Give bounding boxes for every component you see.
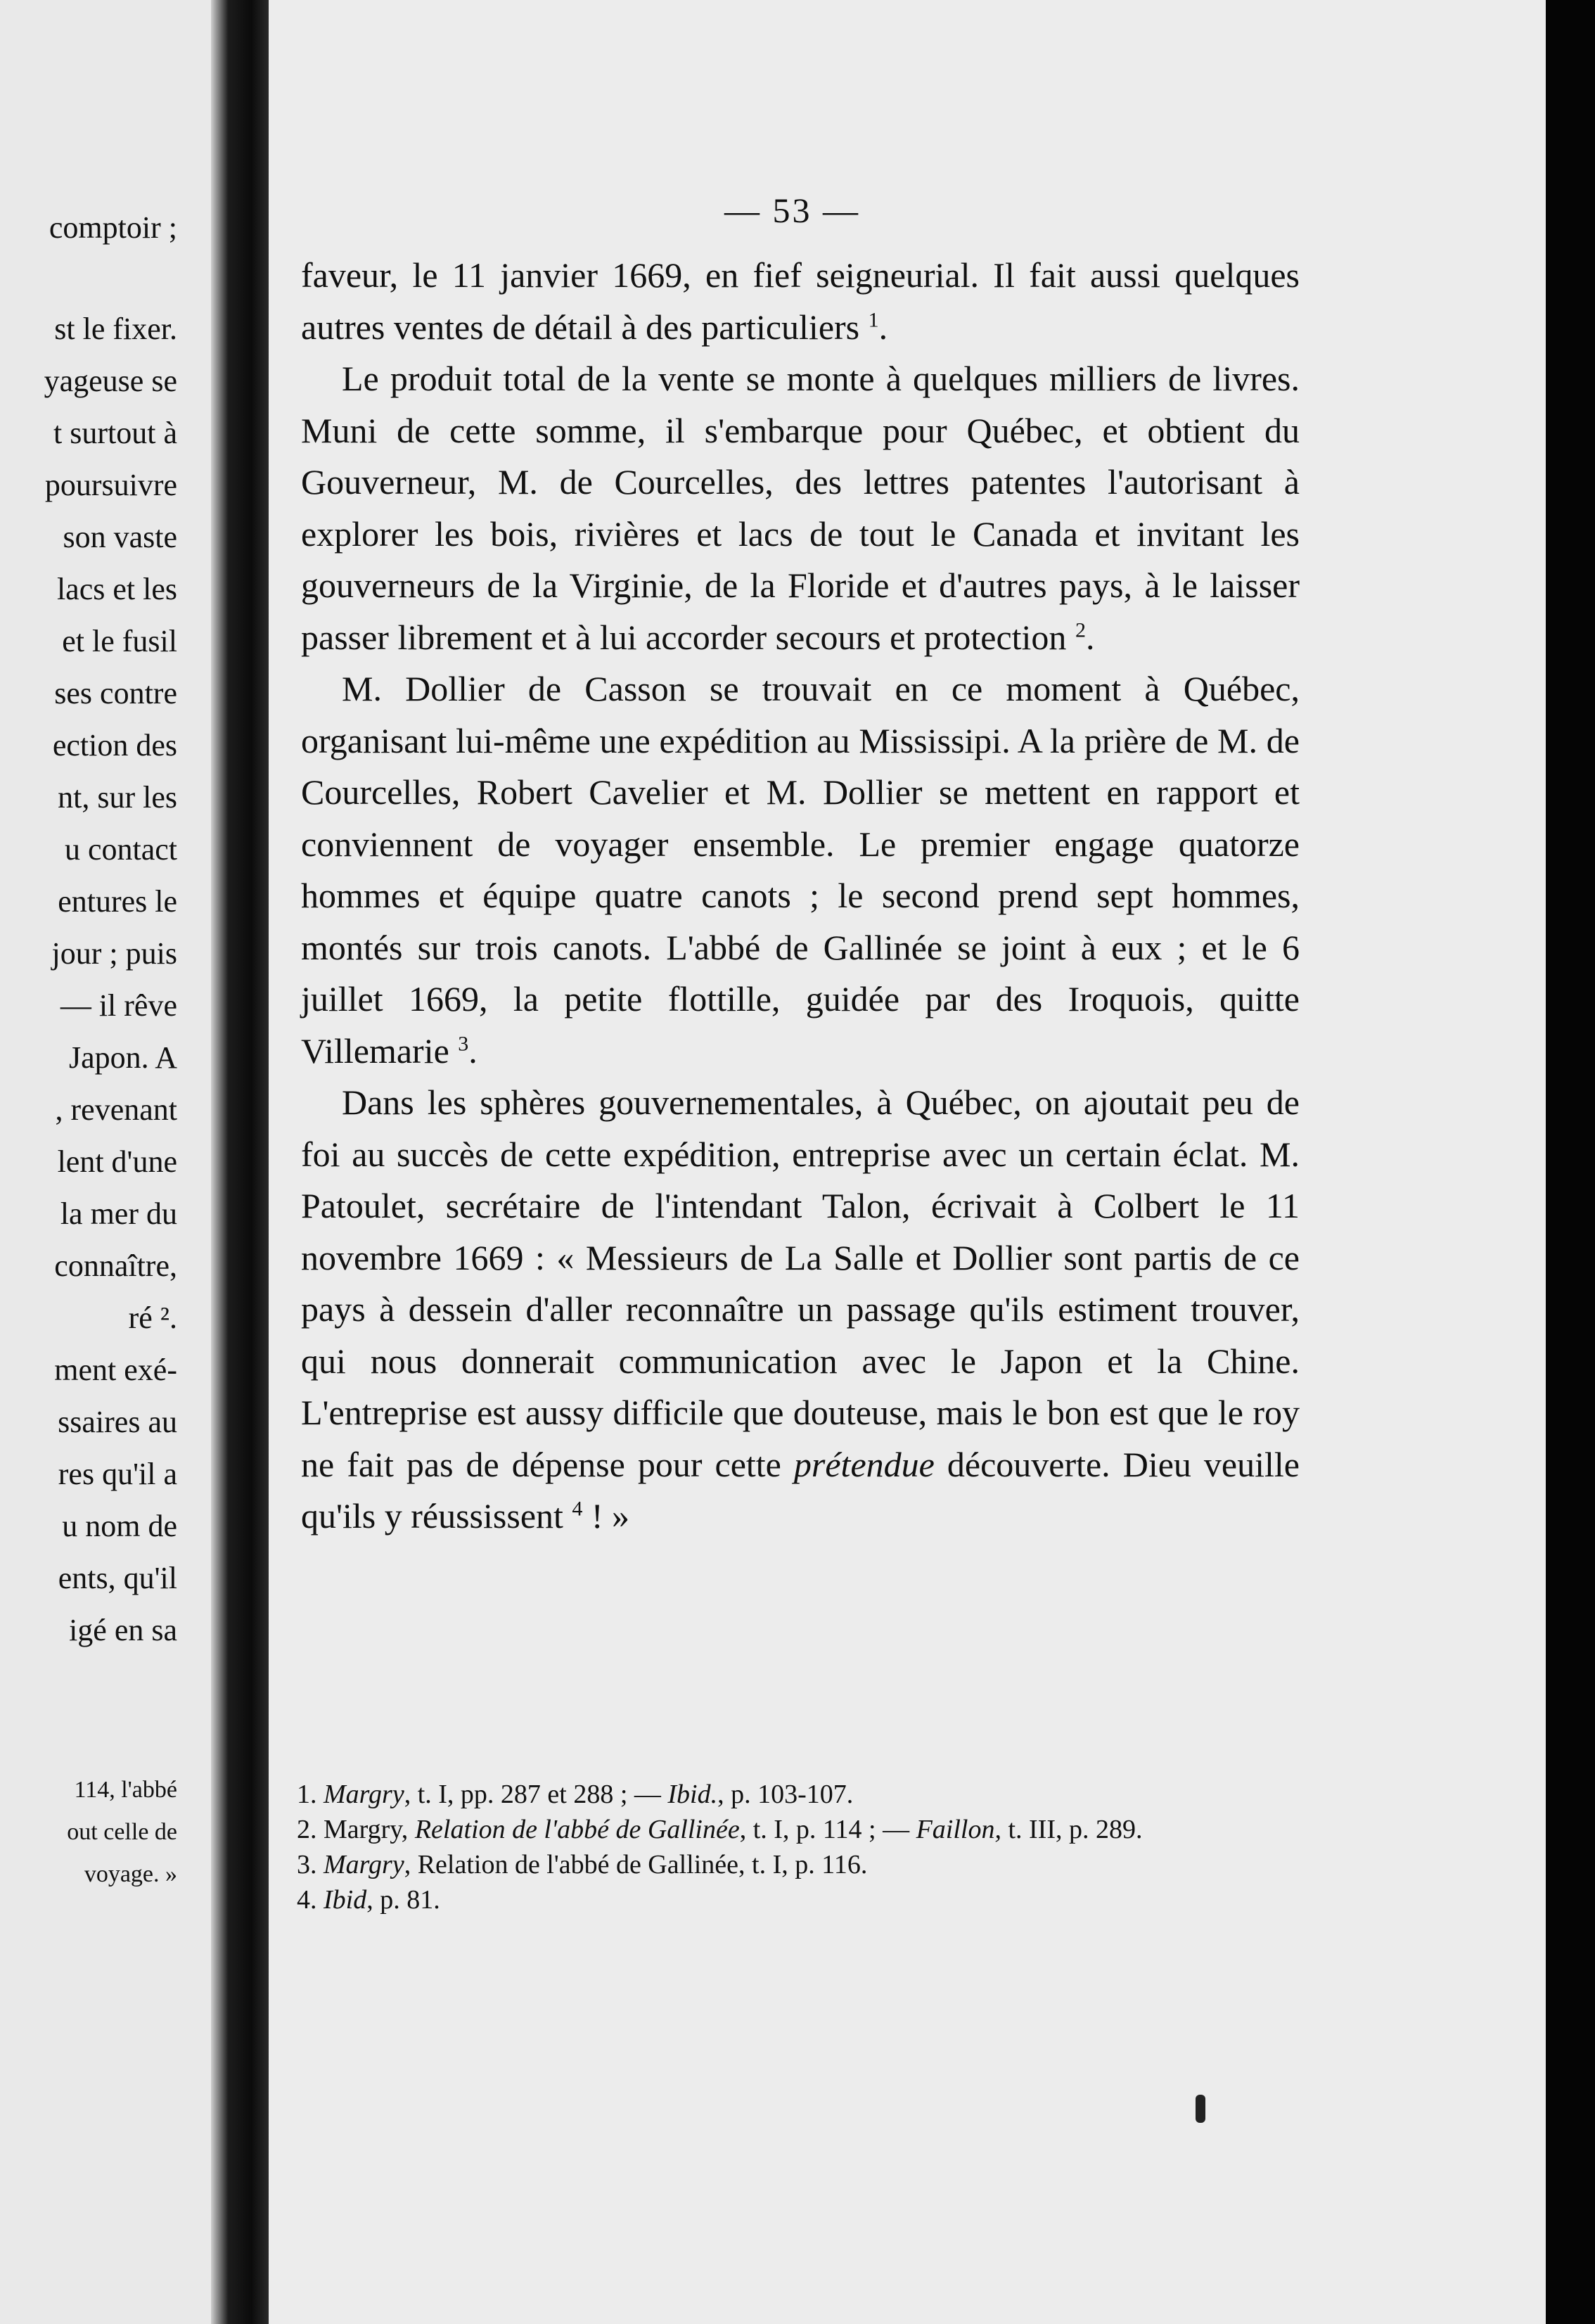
left-text-line: connaître, [54,1249,177,1283]
left-text-line: nt, sur les [58,780,177,815]
italic-word: prétendue [793,1444,935,1484]
left-text-line: — il rêve [60,988,177,1023]
left-text-line: jour ; puis [51,936,177,971]
left-text-line: , revenant [55,1092,177,1127]
left-text-line: igé en sa [69,1613,177,1647]
scan-border [1546,0,1595,2324]
left-footnote-line: voyage. » [84,1861,177,1887]
footnote-ref: 1 [868,307,879,331]
left-text-line: t surtout à [53,416,177,450]
left-text-line: comptoir ; [49,210,177,245]
scan-speck [1196,2095,1205,2123]
footnote-3: 3. Margry, Relation de l'abbé de Gallinée, t. I, p. 116. [297,1850,868,1879]
left-text-line: lent d'une [57,1144,177,1179]
left-text-line: ection des [52,728,177,762]
left-page-fragment [0,0,211,2324]
left-text-line: ré ². [128,1301,177,1335]
left-text-line: poursuivre [44,468,177,502]
left-text-line: ment exé- [54,1353,177,1387]
left-text-line: st le fixer. [54,312,177,346]
paragraph: Le produit total de la vente se monte à quelques milliers de livres. Muni de cette somme, il s'embarque pour Québec, et obtient du Gouverneur, M. de Courcelles, des lettres patentes l'autorisant à explorer les bois, rivières et lacs de tout le Canada et invitant les gouverneurs de la Virginie, de la Floride et d'autres pays, à le laisser passer librement et à lui accorder secours et protection $^2$. [301,359,1300,657]
footnote-ref: 4 [572,1497,583,1521]
left-text-line: u nom de [62,1509,177,1543]
page-number: — 53 — [724,191,860,230]
paragraph: faveur, le 11 janvier 1669, en fief seigneurial. Il fait aussi quelques autres ventes de détail à des particuliers $^1$. [301,255,1300,347]
left-text-line: Japon. A [69,1040,177,1075]
left-text-line: ssaires au [58,1405,177,1439]
paragraph: Dans les sphères gouvernementales, à Québec, on ajoutait peu de foi au succès de cette expédition, entreprise avec un certain éclat. M. Patoulet, secrétaire de l'intendant Talon, écrivait à Colbert le 11 novembre 1669 : « Messieurs de La Salle et Dollier sont partis de ce pays à dessein d'aller reconnaître un passage qu'ils estiment trouver, qui nous donnerait communication avec le Japon et la Chine. L'entreprise est aussy difficile que douteuse, mais le bon est que le roy ne fait pas de dépense pour cette prétendue découverte. Dieu veuille qu'ils y réussissent $^4$ ! » [301,1083,1300,1536]
left-text-line: entures le [58,884,177,919]
paragraph: M. Dollier de Casson se trouvait en ce moment à Québec, organisant lui-même une expédition au Mississipi. A la prière de M. de Courcelles, Robert Cavelier et M. Dollier se mettent en rapport et conviennent de voyager ensemble. Le premier engage quatorze hommes et équipe quatre canots ; le second prend sept hommes, montés sur trois canots. L'abbé de Gallinée se joint à eux ; et le 6 juillet 1669, la petite flottille, guidée par des Iroquois, quitte Villemarie $^3$. [301,669,1300,1071]
left-text-line: ents, qu'il [58,1561,177,1595]
footnote-2: 2. Margry, Relation de l'abbé de Gallinée, t. I, p. 114 ; — Faillon, t. III, p. 289. [297,1815,1143,1844]
left-text-line: lacs et les [56,572,177,606]
left-footnote-line: 114, l'abbé [74,1777,177,1803]
footnote-4: 4. Ibid, p. 81. [297,1885,440,1915]
body-text [301,250,1300,1543]
left-text-line: son vaste [63,520,177,554]
footnote-ref: 2 [1075,618,1086,641]
left-footnote-line: out celle de [67,1819,177,1845]
left-text-line: yageuse se [44,364,177,398]
left-text-line: la mer du [60,1196,177,1231]
left-text-line: et le fusil [62,624,177,658]
footnotes [276,1777,1295,1917]
left-text-line: res qu'il a [58,1457,177,1491]
left-text-line: u contact [64,832,177,867]
footnote-1: 1. Margry, t. I, pp. 287 et 288 ; — Ibid., p. 103-107. [297,1780,854,1809]
book-gutter [211,0,269,2324]
footnote-ref: 3 [458,1031,469,1055]
left-text-line: ses contre [54,676,177,710]
